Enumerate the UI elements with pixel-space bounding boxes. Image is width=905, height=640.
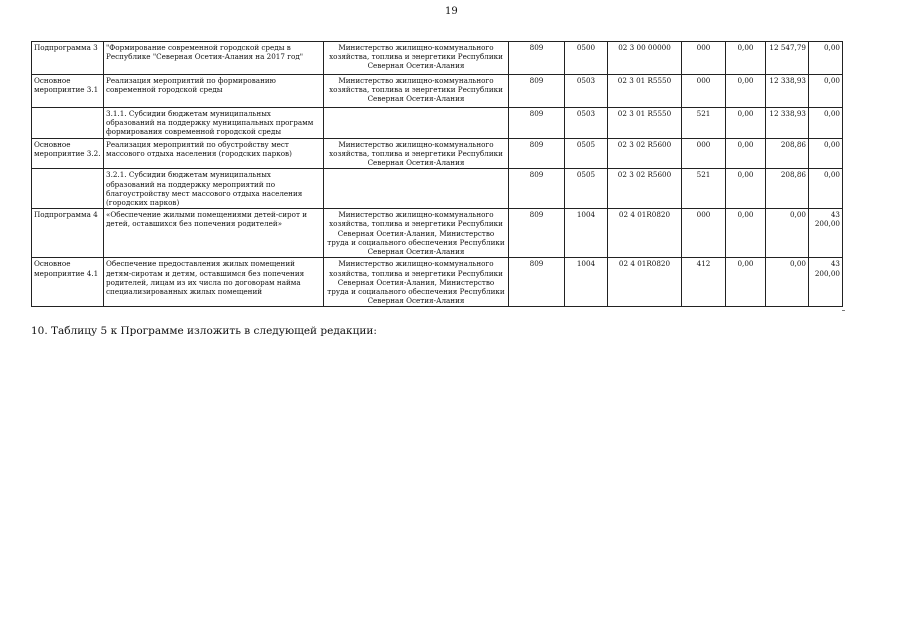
cell-executor: Министерство жилищно-коммунального хозяйства, топлива и энергетики Республики Северная Осетия-Алания, Министерство труда и социального обеспечения Республики Северная Осетия-Алания: [324, 209, 509, 258]
cell-y3: 43 200,00: [809, 258, 843, 307]
table-row: [32, 258, 843, 307]
cell-y2: 208,86: [766, 169, 809, 209]
cell-vr: 412: [682, 258, 726, 307]
cell-description: Обеспечение предоставления жилых помещений детям-сиротам и детям, оставшимся без попечения родителей, лицам из их числа по договорам найма специализированных жилых помещений: [104, 258, 324, 307]
cell-grbs: 809: [509, 108, 565, 139]
cell-name: [32, 108, 104, 139]
cell-csr: 02 4 01R0820: [608, 258, 682, 307]
cell-vr: 000: [682, 42, 726, 75]
cell-csr: 02 3 01 R5550: [608, 75, 682, 108]
cell-grbs: 809: [509, 138, 565, 169]
cell-executor: Министерство жилищно-коммунального хозяйства, топлива и энергетики Республики Северная Осетия-Алания, Министерство труда и социального обеспечения Республики Северная Осетия-Алания: [324, 258, 509, 307]
table-row: [32, 209, 843, 258]
cell-y3: 0,00: [809, 75, 843, 108]
cell-y1: 0,00: [726, 258, 766, 307]
cell-vr: 000: [682, 209, 726, 258]
table-row: [32, 138, 843, 169]
cell-description: 3.2.1. Субсидии бюджетам муниципальных образований на поддержку мероприятий по благоустройству мест массового отдыха населения (городских парков): [104, 169, 324, 209]
cell-csr: 02 3 02 R5600: [608, 169, 682, 209]
cell-description: Реализация мероприятий по обустройству мест массового отдыха населения (городских парков): [104, 138, 324, 169]
cell-description: «Обеспечение жилыми помещениями детей-сирот и детей, оставшихся без попечения родителей»: [104, 209, 324, 258]
cell-grbs: 809: [509, 42, 565, 75]
cell-executor: [324, 169, 509, 209]
cell-executor: Министерство жилищно-коммунального хозяйства, топлива и энергетики Республики Северная Осетия-Алания: [324, 75, 509, 108]
cell-y2: 208,86: [766, 138, 809, 169]
cell-vr: 000: [682, 75, 726, 108]
cell-name: Подпрограмма 3: [32, 42, 104, 75]
cell-rzpr: 1004: [565, 258, 608, 307]
cell-name: Основное мероприятие 3.1: [32, 75, 104, 108]
cell-y3: 0,00: [809, 169, 843, 209]
cell-description: 3.1.1. Субсидии бюджетам муниципальных образований на поддержку муниципальных программ формирования современной городской среды: [104, 108, 324, 139]
cell-y3: 0,00: [809, 108, 843, 139]
cell-rzpr: 0503: [565, 108, 608, 139]
cell-csr: 02 4 01R0820: [608, 209, 682, 258]
cell-rzpr: 0505: [565, 138, 608, 169]
cell-y1: 0,00: [726, 108, 766, 139]
cell-description: Реализация мероприятий по формированию современной городской среды: [104, 75, 324, 108]
cell-name: Основное мероприятие 3.2.: [32, 138, 104, 169]
cell-vr: 000: [682, 138, 726, 169]
cell-y2: 0,00: [766, 209, 809, 258]
cell-executor: Министерство жилищно-коммунального хозяйства, топлива и энергетики Республики Северная Осетия-Алания: [324, 42, 509, 75]
cell-grbs: 809: [509, 75, 565, 108]
cell-name: [32, 169, 104, 209]
footnote-text: 10. Таблицу 5 к Программе изложить в следующей редакции:: [31, 325, 377, 337]
cell-y2: 12 338,93: [766, 108, 809, 139]
table-row: [32, 169, 843, 209]
cell-executor: [324, 108, 509, 139]
cell-csr: 02 3 00 00000: [608, 42, 682, 75]
table-row: [32, 75, 843, 108]
page-number: 19: [445, 6, 458, 17]
cell-executor: Министерство жилищно-коммунального хозяйства, топлива и энергетики Республики Северная Осетия-Алания: [324, 138, 509, 169]
cell-name: Основное мероприятие 4.1: [32, 258, 104, 307]
budget-table: [31, 41, 843, 307]
cell-y3: 0,00: [809, 42, 843, 75]
cell-grbs: 809: [509, 169, 565, 209]
cell-y3: 43 200,00: [809, 209, 843, 258]
cell-csr: 02 3 01 R5550: [608, 108, 682, 139]
cell-y1: 0,00: [726, 169, 766, 209]
cell-y1: 0,00: [726, 42, 766, 75]
cell-y1: 0,00: [726, 209, 766, 258]
table-row: [32, 42, 843, 75]
cell-y2: 12 338,93: [766, 75, 809, 108]
cell-grbs: 809: [509, 209, 565, 258]
cell-vr: 521: [682, 169, 726, 209]
cell-name: Подпрограмма 4: [32, 209, 104, 258]
cell-rzpr: 0503: [565, 75, 608, 108]
cell-rzpr: 1004: [565, 209, 608, 258]
table-row: [32, 108, 843, 139]
cell-y1: 0,00: [726, 75, 766, 108]
cell-csr: 02 3 02 R5600: [608, 138, 682, 169]
cell-rzpr: 0505: [565, 169, 608, 209]
cell-y2: 0,00: [766, 258, 809, 307]
cell-y1: 0,00: [726, 138, 766, 169]
cell-description: "Формирование современной городской среды в Республике "Северная Осетия-Алания на 2017 год": [104, 42, 324, 75]
cell-grbs: 809: [509, 258, 565, 307]
cell-y3: 0,00: [809, 138, 843, 169]
cell-rzpr: 0500: [565, 42, 608, 75]
cell-y2: 12 547,79: [766, 42, 809, 75]
scan-mark: [842, 310, 845, 311]
cell-vr: 521: [682, 108, 726, 139]
